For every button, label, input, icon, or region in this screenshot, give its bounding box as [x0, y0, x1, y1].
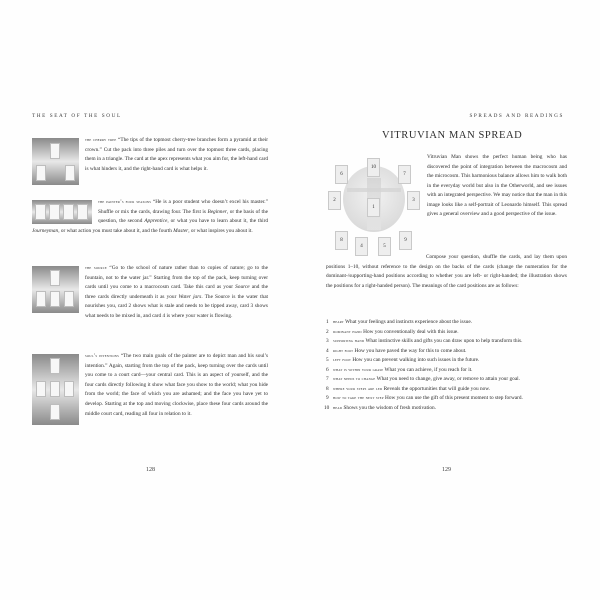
- position-card-3: 3: [407, 191, 420, 210]
- section-body: Shuffle or mix the cards, drawing four. The first is: [98, 208, 206, 215]
- list-item: [326, 385, 567, 395]
- list-item: [326, 318, 567, 328]
- section-label: the painter’s four seasons: [98, 200, 152, 205]
- source-diagram: [32, 266, 79, 313]
- list-item: [326, 394, 567, 404]
- section-quote: “He is a poor student who doesn’t excel his master.”: [152, 199, 268, 205]
- position-label: head: [333, 405, 343, 411]
- term-apprentice: Apprentice: [144, 218, 168, 225]
- list-item: [326, 347, 567, 357]
- position-text: What instinctive skills and gifts you can draw upon to help transform this.: [365, 338, 523, 344]
- position-text: How you can use the gift of this present moment to step forward.: [385, 395, 523, 401]
- position-number: 4: [326, 347, 329, 354]
- position-number: 9: [326, 395, 329, 401]
- card-icon: [50, 404, 60, 420]
- card-icon: [65, 165, 75, 181]
- list-item: [326, 404, 567, 414]
- section-quote: “The two main goals of the painter are to depict man and his soul’s intention.”: [85, 353, 269, 369]
- instructions-text: Compose your question, shuffle the cards, and lay them upon positions 1–10, without reference to the design on the backs of the cards (change the numeration for the dominant-/supporting-hand positions according to whether you are left- or right-handed; the illustration shows the positions for a right-handed person). The meanings of the card positions are as follows:: [326, 254, 567, 289]
- section-cherry-tree: [32, 136, 268, 185]
- position-card-8: 8: [335, 231, 348, 250]
- position-text: How you conventionally deal with this issue.: [363, 328, 459, 335]
- list-item: [326, 375, 567, 385]
- section-body: and the three cards directly underneath it as your: [85, 284, 269, 300]
- list-item: [326, 366, 567, 376]
- list-item: [326, 337, 567, 347]
- card-icon: [77, 204, 88, 220]
- section-body: Starting from the top of the pack, keep turning over cards until you come to a macrocosm card. Take this card as your: [85, 274, 268, 291]
- position-number: 2: [326, 328, 329, 335]
- position-label: where your steps are led: [333, 386, 383, 392]
- position-text: Reveals the opportunities that will guide you now.: [383, 385, 491, 392]
- position-number: 6: [326, 366, 329, 373]
- position-label: left foot: [333, 358, 351, 363]
- term-journeyman: Journeyman: [32, 227, 59, 234]
- position-label: how to take the next step: [333, 396, 384, 401]
- position-number: 10: [324, 404, 330, 411]
- section-label: the cherry tree: [85, 138, 117, 143]
- section-the-source: [32, 264, 268, 322]
- section-quote: “Go to the school of nature rather than to copies of nature; go to the fountain, not to the water jar.”: [85, 265, 268, 281]
- right-page: [300, 0, 600, 600]
- position-number: 7: [326, 376, 329, 382]
- card-icon: [64, 381, 74, 397]
- section-body: . The Source is the water that nourishes you, card 2 shows what is stale and needs to be tipped away, card 3 shows what needs to be mixed in, and card 4 is where your water is flowing.: [85, 293, 269, 319]
- running-head-left: THE SEAT OF THE SOUL: [32, 113, 122, 119]
- instructions-paragraph: [326, 253, 567, 291]
- position-card-9: 9: [399, 231, 412, 250]
- card-icon: [64, 291, 74, 307]
- position-number: 1: [326, 319, 329, 325]
- card-icon: [50, 143, 60, 159]
- position-card-6: 6: [335, 165, 348, 184]
- position-text: What you need to change, give away, or remove to attain your goal.: [376, 376, 520, 382]
- section-quote: “The tips of the topmost cherry-tree branches form a pyramid at their crown.”: [85, 137, 269, 153]
- four-seasons-diagram: [32, 200, 92, 224]
- intro-paragraph: Vitruvian Man shows the perfect human being who has discovered the point of integration between the macrocosm and the microcosm. This harmonious balance allows him to walk both in the everyday world but also in the Otherworld, and see issues with an integrated perspective. We may notice that the man in this image looks like a self-portrait of Leonardo himself. This spread gives a general overview and a good perspective of the issue.: [427, 154, 567, 217]
- section-body: Cut the pack into three piles and turn over the topmost three cards, placing them in a triangle. The card at the apex represents what you aim for, the left-hand card is what hinders it, and the right-hand card is what helps it.: [85, 146, 268, 172]
- running-head-right: SPREADS AND READINGS: [469, 113, 564, 119]
- section-body: Again, starting from the top of the pack, keep turning over the cards until you come to a court card—your central card. This is an aspect of yourself, and the four cards directly following it show what face you show to the world; what you hide from the world; the face of which you are ashamed; and the face you have yet to develop. Starting at the top and moving clockwise, place these four cards around the middle court card, reading all four in relation to it.: [85, 362, 268, 417]
- position-label: dominant hand: [333, 329, 362, 335]
- section-painters-four-seasons: [32, 198, 268, 236]
- section-body: , or what inspires you about it.: [188, 227, 253, 234]
- card-icon: [50, 291, 60, 307]
- card-icon: [36, 291, 46, 307]
- position-card-4: 4: [355, 237, 368, 256]
- page-number-right: 129: [442, 467, 451, 473]
- position-card-10: 10: [367, 158, 380, 177]
- page-title: VITRUVIAN MAN SPREAD: [382, 130, 523, 141]
- card-icon: [36, 381, 46, 397]
- term-beginner: Beginner: [207, 208, 227, 215]
- card-icon: [63, 204, 74, 220]
- position-card-2: 2: [328, 191, 341, 210]
- souls-intentions-diagram: [32, 354, 79, 425]
- term-master: Master: [173, 227, 189, 234]
- position-text: How you have paved the way for this to come about.: [354, 347, 467, 354]
- card-icon: [49, 204, 60, 220]
- position-label: what needs to change: [333, 377, 376, 382]
- section-label: the source: [85, 266, 107, 271]
- term-water-jars: Water jars: [178, 293, 202, 300]
- position-label: right foot: [333, 348, 354, 354]
- card-icon: [50, 381, 60, 397]
- position-label: what is within your grasp: [333, 367, 384, 373]
- list-item: [326, 328, 567, 338]
- position-text: What you can achieve, if you reach for it.: [384, 366, 473, 373]
- position-meanings-list: [326, 318, 567, 413]
- position-label: supporting hand: [333, 339, 365, 344]
- page-number-left: 128: [146, 467, 155, 473]
- section-body: , or what you have to learn about it, the third: [167, 218, 269, 225]
- section-label: soul’s intentions: [85, 354, 119, 359]
- list-item: [326, 356, 567, 366]
- position-text: What your feelings and instincts experience about the issue.: [345, 319, 473, 325]
- position-number: 8: [326, 385, 329, 392]
- term-source: Source: [235, 284, 250, 291]
- card-icon: [50, 270, 60, 286]
- section-body: , or what action you must take about it, and the fourth: [58, 227, 172, 234]
- card-icon: [35, 204, 46, 220]
- position-text: How you can prevent walking into such issues in the future.: [352, 357, 480, 363]
- section-body: , or the basis of the question, the second: [98, 208, 269, 225]
- position-number: 5: [326, 357, 329, 363]
- position-label: heart: [333, 320, 344, 325]
- position-card-1: 1: [367, 198, 380, 217]
- card-icon: [50, 358, 60, 374]
- position-card-5: 5: [378, 237, 391, 256]
- section-souls-intentions: [32, 352, 268, 425]
- position-text: Shows you the wisdom of fresh motivation.: [343, 404, 437, 411]
- card-icon: [36, 165, 46, 181]
- position-number: 3: [326, 338, 329, 344]
- cherry-tree-diagram: [32, 138, 79, 185]
- position-card-7: 7: [398, 165, 411, 184]
- vitruvian-man-diagram: [325, 158, 425, 258]
